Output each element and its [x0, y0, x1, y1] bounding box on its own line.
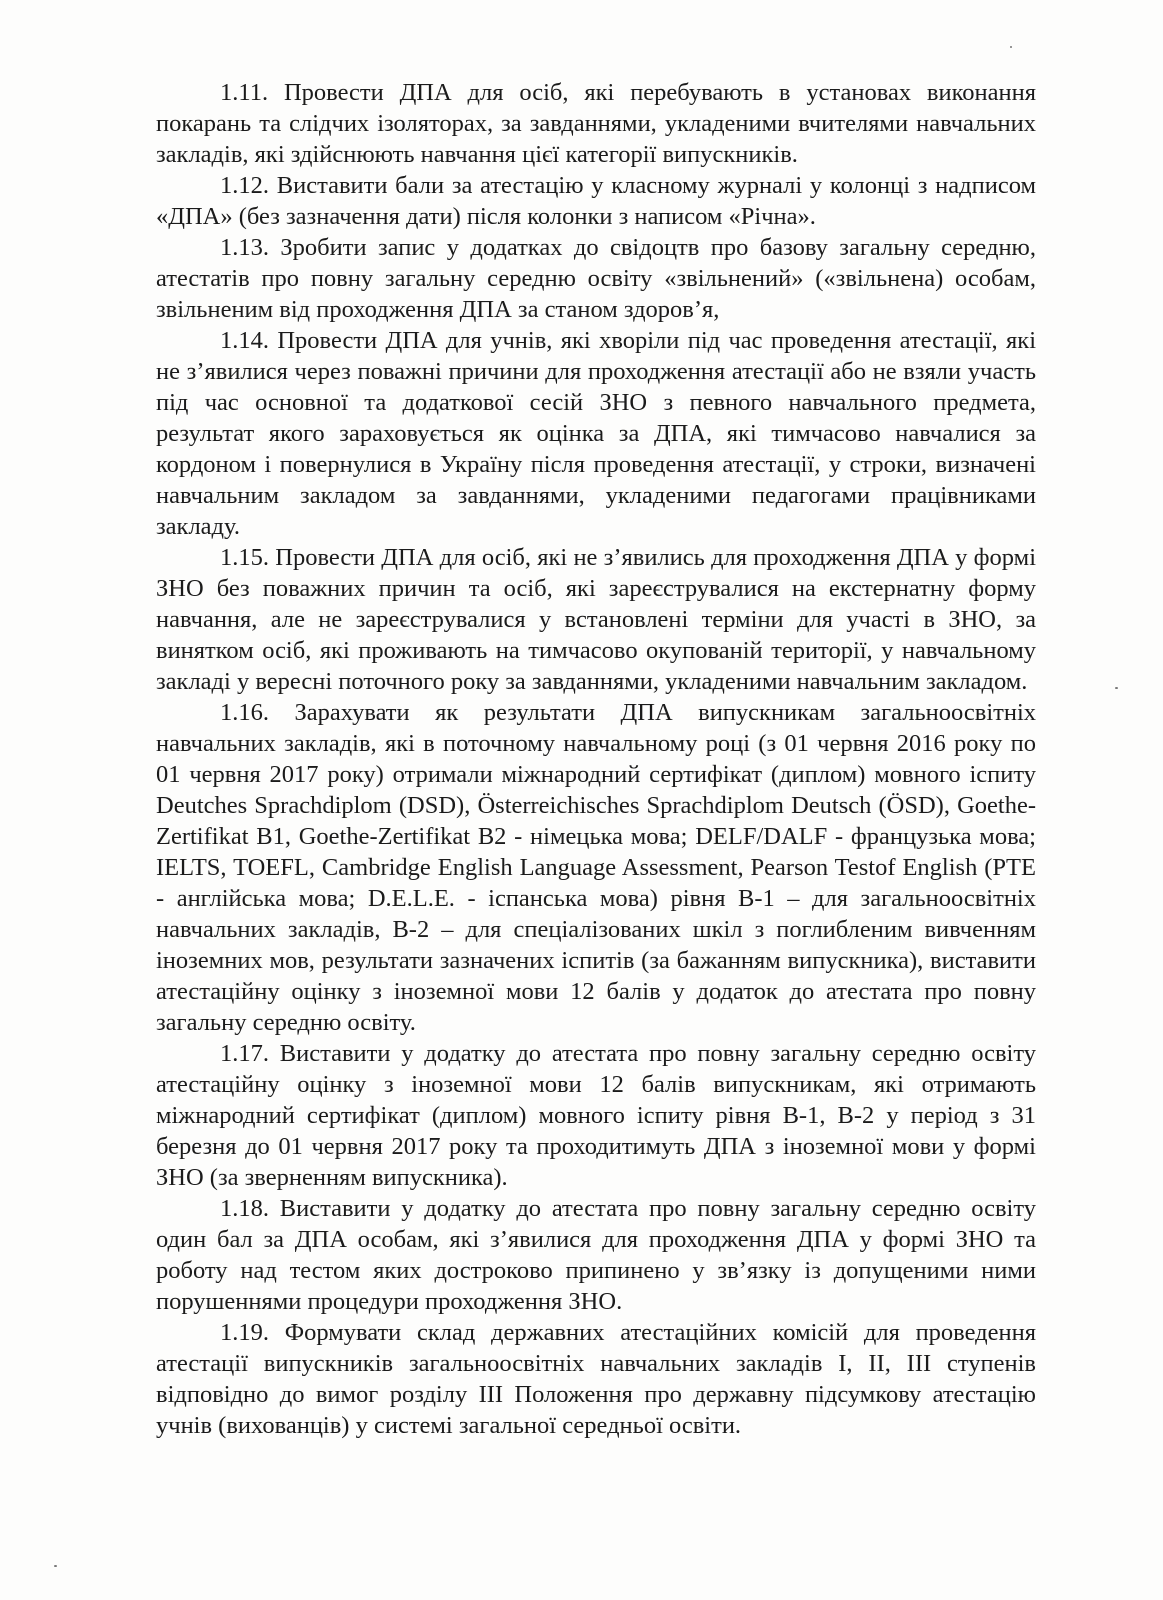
paragraph-1-17: 1.17. Виставити у додатку до атестата про повну загальну середню освіту атестаційну оцінку з іноземної мови 12 балів випускникам, які отримають міжнародний сертифікат (диплом) мовного іспиту рівня В-1, В-2 у період з 31 березня до 01 червня 2017 року та проходитимуть ДПА з іноземної мови у формі ЗНО (за зверненням випускника). [156, 1040, 1036, 1191]
scan-speck [1010, 46, 1012, 48]
paragraph-1-16: 1.16. Зарахувати як результати ДПА випускникам загальноосвітніх навчальних закладів, які в поточному навчальному році (з 01 червня 2016 року по 01 червня 2017 року) отримали міжнародний сертифікат (диплом) мовного іспиту Deutches Sprachdiplom (DSD), Österreichisches Sprachdiplom Deutsch (ÖSD), Goethe-Zertifikat B1, Goethe-Zertifikat B2 - німецька мова; DELF/DALF - французька мова; IELTS, TOEFL, Cambridge English Language Assessment, Pearson Testof English (PTE - англійська мова; D.E.L.E. - іспанська мова) рівня В-1 – для загальноосвітніх навчальних закладів, В-2 – для спеціалізованих шкіл з поглибленим вивченням іноземних мов, результати зазначених іспитів (за бажанням випускника), виставити атестаційну оцінку з іноземної мови 12 балів у додаток до атестата про повну загальну середню освіту. [156, 699, 1036, 1036]
paragraph-1-15: 1.15. Провести ДПА для осіб, які не з’явились для проходження ДПА у формі ЗНО без поважних причин та осіб, які зареєструвалися на екстернатну форму навчання, але не зареєструвалися у встановлені терміни для участі в ЗНО, за винятком осіб, які проживають на тимчасово окупованій території, у навчальному закладі у вересні поточного року за завданнями, укладеними навчальним закладом. [156, 544, 1036, 695]
paragraph-1-14: 1.14. Провести ДПА для учнів, які хворіли під час проведення атестації, які не з’явилися через поважні причини для проходження атестації або не взяли участь під час основної та додаткової сесій ЗНО з певного навчального предмета, результат якого зараховується як оцінка за ДПА, які тимчасово навчалися за кордоном і повернулися в Україну після проведення атестації, у строки, визначені навчальним закладом за завданнями, укладеними педагогами працівниками закладу. [156, 327, 1036, 540]
paragraph-1-18: 1.18. Виставити у додатку до атестата про повну загальну середню освіту один бал за ДПА особам, які з’явилися для проходження ДПА у формі ЗНО та роботу над тестом яких достроково припинено у зв’язку із допущеними ними порушеннями процедури проходження ЗНО. [156, 1195, 1036, 1315]
paragraph-1-11: 1.11. Провести ДПА для осіб, які перебувають в установах виконання покарань та слідчих ізоляторах, за завданнями, укладеними вчителями навчальних закладів, які здійснюють навчання цієї категорії випускників. [156, 79, 1036, 168]
scan-speck [54, 1565, 57, 1567]
paragraph-1-13: 1.13. Зробити запис у додатках до свідоцтв про базову загальну середню, атестатів про повну загальну середню освіту «звільнений» («звільнена) особам, звільненим від проходження ДПА за станом здоров’я, [156, 234, 1036, 323]
scan-speck [1115, 687, 1118, 689]
document-body [156, 77, 1036, 1441]
paragraph-1-19: 1.19. Формувати склад державних атестаційних комісій для проведення атестації випускників загальноосвітніх навчальних закладів І, ІІ, ІІІ ступенів відповідно до вимог розділу ІІІ Положення про державну підсумкову атестацію учнів (вихованців) у системі загальної середньої освіти. [156, 1319, 1036, 1439]
paragraph-1-12: 1.12. Виставити бали за атестацію у класному журналі у колонці з надписом «ДПА» (без зазначення дати) після колонки з написом «Річна». [156, 172, 1036, 230]
